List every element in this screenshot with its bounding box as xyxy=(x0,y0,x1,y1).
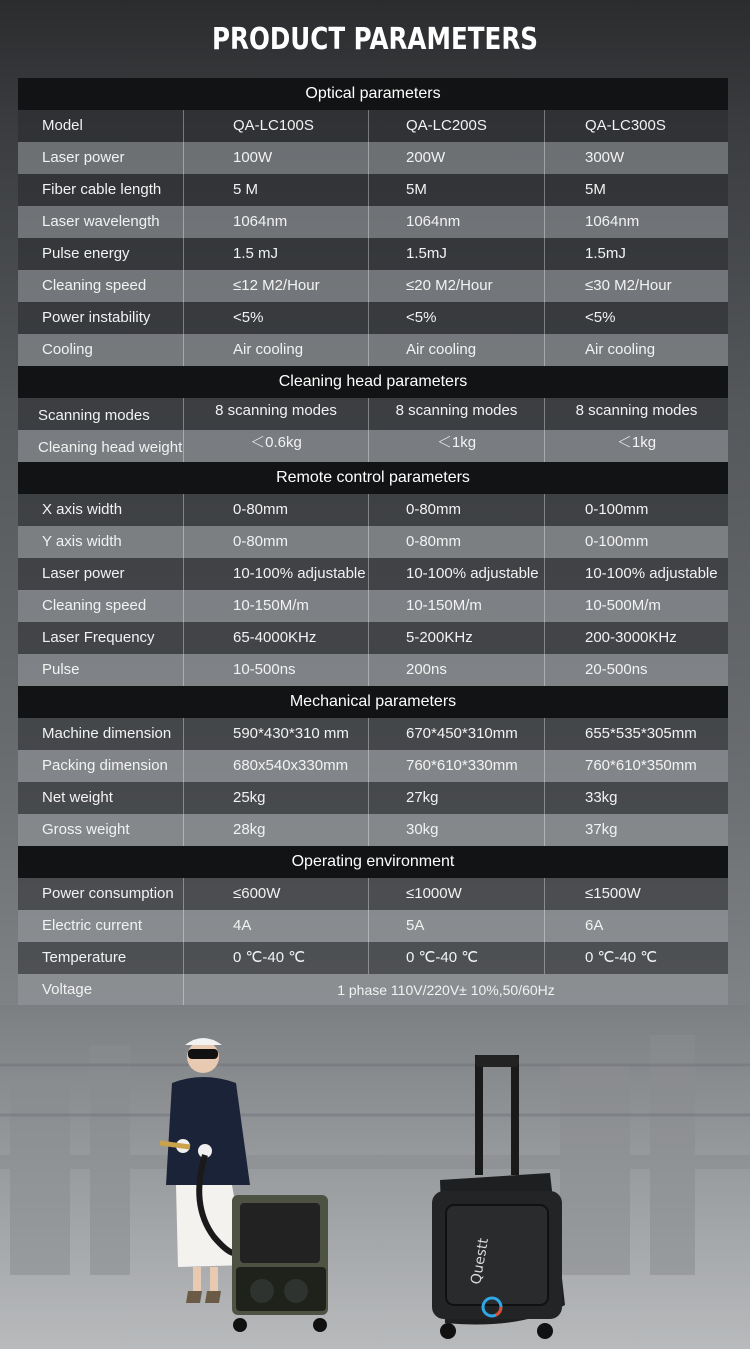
param-label: Cooling xyxy=(18,334,184,366)
value-lc200s: 10-150M/m xyxy=(369,590,545,622)
param-label: Y axis width xyxy=(18,526,184,558)
value-lc300s: 0 ℃-40 ℃ xyxy=(585,949,658,966)
table-row xyxy=(18,878,728,910)
value-lc200s: 1064nm xyxy=(369,206,545,238)
table-row xyxy=(18,238,728,270)
param-label: Cleaning speed xyxy=(18,270,184,302)
voltage-value: 1 phase 110V/220V± 10%,50/60Hz xyxy=(337,982,555,998)
value-lc100s: 10-150M/m xyxy=(184,590,369,622)
table-row xyxy=(18,974,728,1006)
table-row xyxy=(18,942,728,974)
table-row xyxy=(18,590,728,622)
value-lc200s: Air cooling xyxy=(369,334,545,366)
table-row xyxy=(18,750,728,782)
value-lc100s: 8 scanning modes xyxy=(184,398,369,430)
value-lc300s: 760*610*350mm xyxy=(585,757,697,774)
parameters-table xyxy=(18,78,728,1006)
value-lc300s: 33kg xyxy=(585,789,618,806)
param-label: Scanning modes xyxy=(18,398,184,430)
value-lc300s: 0-100mm xyxy=(585,533,649,550)
table-row xyxy=(18,494,728,526)
table-row xyxy=(18,910,728,942)
param-label: Cleaning speed xyxy=(18,590,184,622)
table-row xyxy=(18,622,728,654)
value-lc200s: 760*610*330mm xyxy=(369,750,545,782)
param-label: Power consumption xyxy=(18,878,184,910)
value-lc100s: Air cooling xyxy=(184,334,369,366)
table-row xyxy=(18,302,728,334)
value-lc100s: 10-100% adjustable xyxy=(184,558,369,590)
value-lc100s: 590*430*310 mm xyxy=(184,718,369,750)
table-row xyxy=(18,110,728,142)
value-lc200s: 27kg xyxy=(369,782,545,814)
value-lc300s: 655*535*305mm xyxy=(585,725,697,742)
value-lc200s: 1.5mJ xyxy=(369,238,545,270)
param-label: Model xyxy=(18,110,184,142)
value-lc300s: Air cooling xyxy=(585,341,656,358)
value-lc100s: 0 ℃-40 ℃ xyxy=(184,942,369,974)
value-lc200s: <5% xyxy=(369,302,545,334)
table-row xyxy=(18,814,728,846)
product-photo xyxy=(0,1005,750,1349)
param-label: Fiber cable length xyxy=(18,174,184,206)
value-lc100s: ≤12 M2/Hour xyxy=(184,270,369,302)
value-lc300s: 1064nm xyxy=(585,213,640,230)
table-row xyxy=(18,526,728,558)
value-lc100s: 680x540x330mm xyxy=(184,750,369,782)
value-lc200s: 30kg xyxy=(369,814,545,846)
value-lc300s: 5M xyxy=(585,181,606,198)
param-label: Voltage xyxy=(18,974,184,1006)
value-lc300s: 1.5mJ xyxy=(585,245,626,262)
value-lc300s: 6A xyxy=(585,917,604,934)
open-laser-case xyxy=(232,1195,328,1332)
value-lc300s: 10-100% adjustable xyxy=(585,565,718,582)
section-header-operating-environment: Operating environment xyxy=(18,846,728,878)
value-lc200s: QA-LC200S xyxy=(369,110,545,142)
table-row xyxy=(18,270,728,302)
value-lc200s: 10-100% adjustable xyxy=(369,558,545,590)
value-lc100s: 10-500ns xyxy=(184,654,369,686)
page-title: PRODUCT PARAMETERS xyxy=(211,22,539,57)
value-lc300s: 300W xyxy=(585,149,625,166)
value-lc200s: 5M xyxy=(369,174,545,206)
value-lc200s: 0-80mm xyxy=(369,526,545,558)
value-lc100s: 65-4000KHz xyxy=(184,622,369,654)
value-lc200s: 0 ℃-40 ℃ xyxy=(369,942,545,974)
param-label: Pulse energy xyxy=(18,238,184,270)
value-lc300s: 37kg xyxy=(585,821,618,838)
param-label: Cleaning head weight xyxy=(18,430,184,462)
value-lc100s: 0-80mm xyxy=(184,494,369,526)
value-lc300s: QA-LC300S xyxy=(585,117,666,134)
value-lc200s: 200W xyxy=(369,142,545,174)
section-header-optical: Optical parameters xyxy=(18,78,728,110)
product-photo-illustration xyxy=(0,1005,750,1349)
value-lc300s: 0-100mm xyxy=(585,501,649,518)
value-lc100s: 5 M xyxy=(184,174,369,206)
value-lc200s: 8 scanning modes xyxy=(369,398,545,430)
value-lc200s: ＜1kg xyxy=(369,430,545,462)
value-lc200s: 200ns xyxy=(369,654,545,686)
value-lc100s: ＜0.6kg xyxy=(184,430,369,462)
table-row xyxy=(18,334,728,366)
value-lc300s: ≤30 M2/Hour xyxy=(585,277,672,294)
param-label: Electric current xyxy=(18,910,184,942)
param-label: Laser Frequency xyxy=(18,622,184,654)
table-row xyxy=(18,718,728,750)
section-header-remote-control: Remote control parameters xyxy=(18,462,728,494)
value-lc100s: QA-LC100S xyxy=(184,110,369,142)
table-row xyxy=(18,654,728,686)
value-lc100s: 0-80mm xyxy=(184,526,369,558)
value-lc200s: ≤20 M2/Hour xyxy=(369,270,545,302)
param-label: Packing dimension xyxy=(18,750,184,782)
value-lc100s: 28kg xyxy=(184,814,369,846)
param-label: Power instability xyxy=(18,302,184,334)
value-lc200s: 5-200KHz xyxy=(369,622,545,654)
value-lc300s: 200-3000KHz xyxy=(585,629,677,646)
value-lc300s: <5% xyxy=(585,309,616,326)
value-lc200s: 0-80mm xyxy=(369,494,545,526)
param-label: Machine dimension xyxy=(18,718,184,750)
value-lc100s: ≤600W xyxy=(184,878,369,910)
param-label: Laser power xyxy=(18,142,184,174)
value-lc100s: 1.5 mJ xyxy=(184,238,369,270)
table-row xyxy=(18,206,728,238)
param-label: Gross weight xyxy=(18,814,184,846)
value-lc300s: 20-500ns xyxy=(585,661,648,678)
value-lc200s: 670*450*310mm xyxy=(369,718,545,750)
value-lc100s: 4A xyxy=(184,910,369,942)
table-row xyxy=(18,142,728,174)
value-lc300s: 8 scanning modes xyxy=(575,402,698,419)
section-header-mechanical: Mechanical parameters xyxy=(18,686,728,718)
value-lc100s: 1064nm xyxy=(184,206,369,238)
brand-logo-text: Questt xyxy=(468,1236,493,1286)
value-lc200s: 5A xyxy=(369,910,545,942)
param-label: Temperature xyxy=(18,942,184,974)
value-lc300s: 10-500M/m xyxy=(585,597,661,614)
param-label: Laser wavelength xyxy=(18,206,184,238)
value-lc100s: 25kg xyxy=(184,782,369,814)
table-row xyxy=(18,558,728,590)
param-label: Laser power xyxy=(18,558,184,590)
value-lc300s: ＜1kg xyxy=(616,434,657,451)
value-lc100s: 100W xyxy=(184,142,369,174)
param-label: Net weight xyxy=(18,782,184,814)
param-label: Pulse xyxy=(18,654,184,686)
value-lc200s: ≤1000W xyxy=(369,878,545,910)
table-row xyxy=(18,430,728,462)
table-row xyxy=(18,782,728,814)
value-lc100s: <5% xyxy=(184,302,369,334)
value-lc300s: ≤1500W xyxy=(585,885,641,902)
section-header-cleaning-head: Cleaning head parameters xyxy=(18,366,728,398)
param-label: X axis width xyxy=(18,494,184,526)
table-row xyxy=(18,174,728,206)
table-row xyxy=(18,398,728,430)
